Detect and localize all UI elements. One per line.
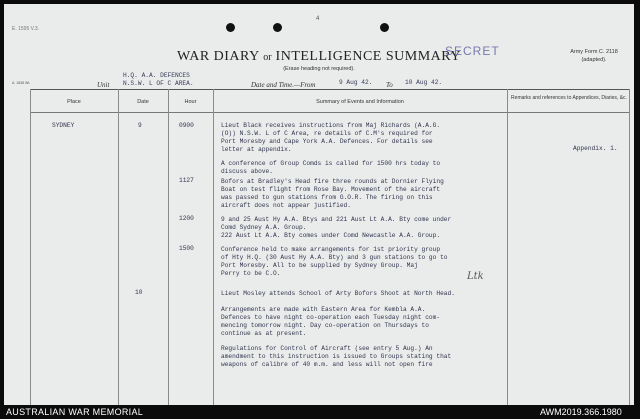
column-divider [629, 89, 630, 405]
column-header-summary: Summary of Events and Information [316, 99, 404, 105]
entry-line: 9 and 25 Aust Hy A.A. Btys and 221 Aust Lt A.A. Bty come under [221, 216, 452, 223]
entry-line: Defences to have night co-operation each Tuesday night com- [221, 314, 441, 321]
entry-line: of Hty H.Q. (30 Aust Hy A.A. Bty) and 3 gun stations to go to [221, 254, 448, 261]
date-to-label: To [386, 81, 393, 89]
entry-line: (O)) N.S.W. L of C Area, re details of C.M's required for [221, 130, 433, 137]
army-form-number: Army Form C. 2118 [570, 49, 618, 55]
title-subtitle: (Erase heading not required). [283, 66, 355, 72]
entry-line: Lieut Mosley attends School of Arty Bofors Shoot at North Head. [221, 290, 455, 297]
entry-line: Bofors at Bradley's Head fire three rounds at Dornier Flying [221, 178, 444, 185]
footer-institution: AUSTRALIAN WAR MEMORIAL [6, 407, 144, 417]
column-divider [168, 89, 169, 405]
unit-line-1: H.Q. A.A. DEFENCES [123, 72, 190, 79]
hour-cell: 1127 [179, 177, 194, 184]
secret-stamp: SECRET [445, 44, 500, 58]
column-divider [118, 89, 119, 405]
entry-line: Boat on test flight from Rose Bay. Movement of the aircraft [221, 186, 441, 193]
entry-line: Comd Sydney A.A. Group. [221, 224, 307, 231]
remarks-appendix: Appendix. 1. [573, 145, 618, 152]
table-top-rule [30, 89, 629, 90]
entry-line: Port Moresby. All to be supplied by Sydney Group. Maj [221, 262, 418, 269]
title-intelligence-summary: INTELLIGENCE SUMMARY [275, 49, 461, 64]
date-label: Date and Time.—From [251, 81, 316, 89]
date-to: 10 Aug 42. [405, 79, 443, 86]
footer-reference: AWM2019.366.1980 [540, 407, 622, 417]
date-cell: 9 [138, 122, 142, 129]
entry-line: 222 Aust Lt A.A. Bty comes under Comd Newcastle A.A. Group. [221, 232, 441, 239]
unit-line-2: N.S.W. L OF C AREA. [123, 80, 194, 87]
entry-line: Port Moresby and Cape York A.A. Defences. For details see [221, 138, 433, 145]
entry-line: discuss above. [221, 168, 273, 175]
corner-mark: E. 1595 V.3. [12, 26, 40, 32]
hour-cell: 0900 [179, 122, 194, 129]
punch-hole-icon [380, 23, 389, 32]
entry-line: mencing tomorrow night. Day co-operation on Thursdays to [221, 322, 429, 329]
column-header-hour: Hour [184, 99, 197, 105]
column-divider [213, 89, 214, 405]
place-cell: SYDNEY [52, 122, 75, 129]
entry-line: Regulations for Control of Aircraft (see entry 5 Aug.) An [221, 345, 433, 352]
table-header-rule [30, 112, 629, 113]
page-number: 4 [316, 16, 320, 22]
entry-line: Arrangements are made with Eastern Area for Kembla A.A. [221, 306, 426, 313]
hour-cell: 1500 [179, 245, 194, 252]
entry-line: Conference held to make arrangements for 1st priority group [221, 246, 441, 253]
unit-label: Unit [97, 81, 110, 89]
entry-line: amendment to this instruction is issued to Groups stating that [221, 353, 452, 360]
punch-hole-icon [273, 23, 282, 32]
entry-line: Perry to be C.O. [221, 270, 281, 277]
column-divider [30, 89, 31, 405]
diary-page [4, 4, 634, 405]
entry-line: Lieut Black receives instructions from Maj Richards (A.A.G. [221, 122, 441, 129]
army-form-adapted: (adapted). [581, 57, 607, 63]
date-from: 9 Aug 42. [339, 79, 373, 86]
army-form-label [561, 48, 627, 64]
hour-cell: 1200 [179, 215, 194, 222]
handwritten-initials: Ltk [467, 271, 484, 282]
title-or: or [263, 52, 272, 63]
column-header-date: Date [137, 99, 149, 105]
entry-line: continue as at present. [221, 330, 307, 337]
page-title [4, 49, 634, 65]
column-header-remarks: Remarks and references to Appendices, Diaries, &c. [511, 95, 627, 101]
entry-line: weapons of calibre of 40 m.m. and less will not open fire [221, 361, 433, 368]
entry-line: letter at appendix. [221, 146, 292, 153]
entry-line: was passed to gun stations from G.O.R. The firing on this [221, 194, 433, 201]
date-cell: 10 [135, 289, 143, 296]
entry-line: A conference of Group Comds is called for 1500 hrs today to [221, 160, 441, 167]
punch-hole-icon [226, 23, 235, 32]
column-header-place: Place [67, 99, 81, 105]
entry-line: aircraft does not appear justified. [221, 202, 351, 209]
column-divider [507, 89, 508, 405]
form-print-code: A. 1838 Wt. [12, 81, 31, 85]
title-war-diary: WAR DIARY [177, 49, 260, 64]
